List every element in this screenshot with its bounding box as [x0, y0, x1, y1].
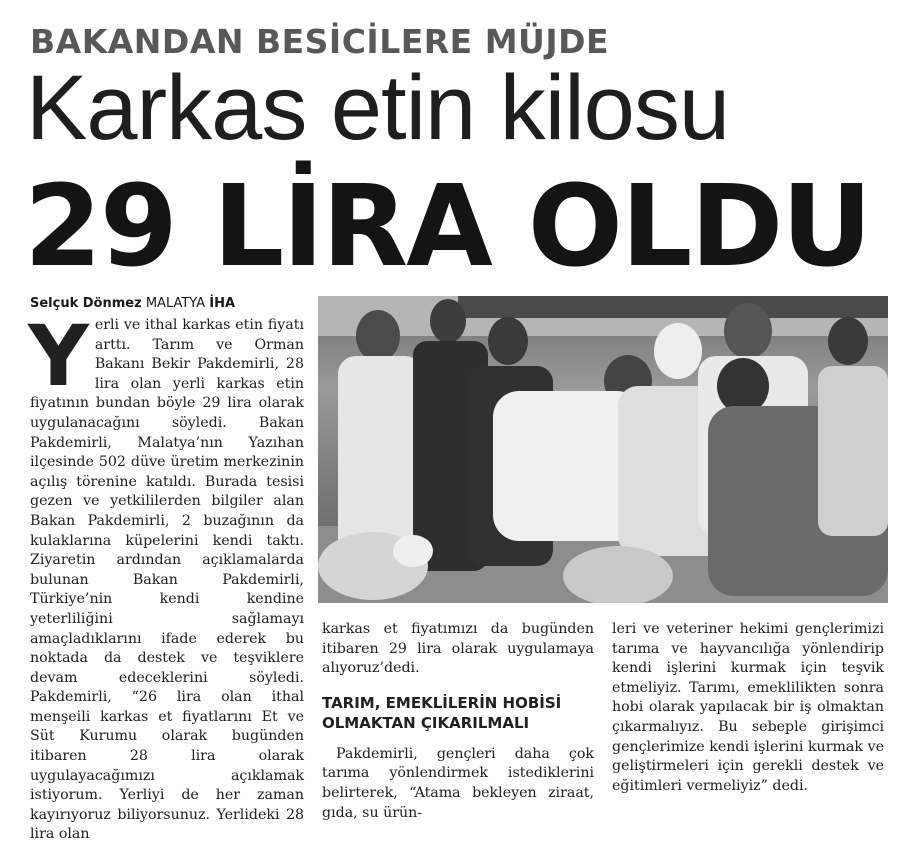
photo-illustration — [318, 296, 888, 603]
article-col1-text: erli ve ithal karkas etin fiyatı arttı. Tarım ve Orman Bakanı Bekir Pakdemirli, 28 lira olan yerli karkas etin fiyatının bundan böyle 29 lira olarak uygulanacağını söyledi. Bakan Pakdemirli, Malatya’nın Yazıhan ilçesinde 502 düve üretim merkezinin açılış törenine katıldı. Burada tesisi gezen ve yetkililerden bilgiler alan Bakan Pakdemirli, 2 buzağının da kulaklarına küpelerini kendi taktı. Ziyaretin ardından açıklamalarda bulunan Bakan Pakdemirli, Türkiye’nin kendi kendine yeterliliğini sağlamayı amaçladıklarını ifade ederek bu noktada da destek ve teşviklere devam edeceklerini söyledi. Pakdemirli, “26 lira olan ithal menşeili karkas et fiyatlarını Et ve Süt Kurumu olarak bugünden itibaren 28 lira olarak uygulayacağımızı açıklamak istiyorum. Yerliyi de her zaman kayırıyoruz biliyorsunuz. Yerlideki 28 lira olan — [30, 317, 304, 843]
byline-location: MALATYA — [145, 296, 206, 311]
drop-cap: Y — [28, 307, 89, 405]
news-photo-icon — [318, 296, 888, 603]
headline-line-2: 29 LİRA OLDU — [24, 162, 871, 292]
article-col2-text-after: Pakdemirli, gençleri daha çok tarıma yönlendirmek istediklerini belirterek, “Atama bekleyen ziraat, gıda, su ürün- — [322, 745, 594, 821]
article-column-2 — [322, 620, 594, 823]
byline-author: Selçuk Dönmez — [30, 296, 142, 311]
kicker: BAKANDAN BESİCİLERE MÜJDE — [30, 22, 610, 61]
article-column-3 — [612, 620, 884, 796]
headline-line-1: Karkas etin kilosu — [26, 57, 729, 159]
byline-agency: İHA — [209, 296, 236, 311]
article-col3-text: leri ve veteriner hekimi gençlerimizi tarıma ve hayvancılığa yönlendirip kendi işlerini kurmak için teşvik etmeliyiz. Tarımı, emeklilikten sonra hobi olarak yapılacak bir iş olmaktan çıkarmalıyız. Bu sebeple girişimci gençlerimize kendi işlerini kurmak ve geliştirmeleri için gerekli destek ve eğitimleri vermeliyiz” dedi. — [612, 621, 884, 794]
article-subhead: TARIM, EMEKLİLERİN HOBİSİ OLMAKTAN ÇIKARILMALI — [322, 693, 562, 732]
article-col2-text: karkas et fiyatımızı da bugünden itibaren 29 lira olarak uygulamaya alıyoruz’dedi. — [322, 621, 594, 677]
article-column-1 — [28, 307, 304, 845]
